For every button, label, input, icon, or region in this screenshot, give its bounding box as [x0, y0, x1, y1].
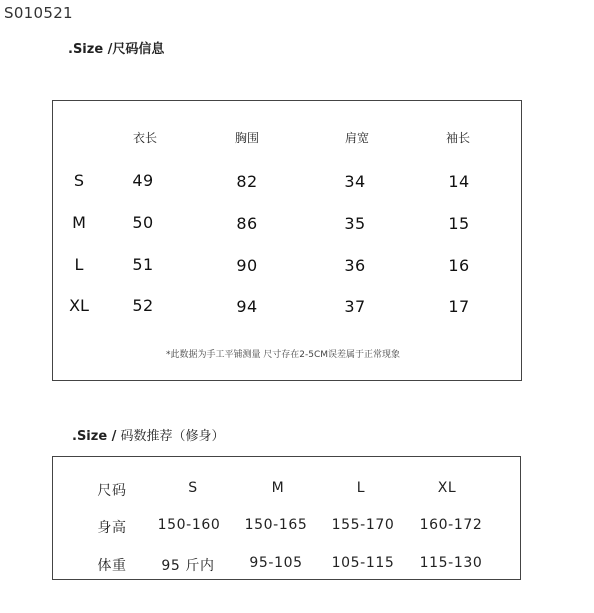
- value-cell: 90: [236, 256, 258, 275]
- row-label-size: 尺码: [97, 483, 127, 499]
- value-cell: 82: [236, 172, 258, 191]
- value-cell: 35: [344, 214, 366, 233]
- value-cell: 86: [236, 214, 258, 233]
- value-cell: 34: [344, 172, 366, 191]
- value-cell: 16: [448, 256, 470, 275]
- value-cell: 17: [448, 297, 470, 316]
- value-cell: 49: [132, 171, 154, 190]
- size-recommend-title-text: 码数推荐（修身）: [116, 429, 225, 444]
- recommend-cell: 155-170: [331, 517, 395, 533]
- recommend-cell: M: [271, 480, 285, 496]
- value-cell: 94: [236, 297, 258, 316]
- product-code: S010521: [4, 4, 73, 22]
- recommend-cell: 105-115: [331, 555, 395, 571]
- recommend-cell: 95 斤内: [161, 558, 215, 574]
- header-chest: 胸围: [234, 131, 260, 145]
- row-label-height: 身高: [97, 520, 127, 536]
- size-label: S: [73, 171, 85, 190]
- value-cell: 51: [132, 255, 154, 274]
- size-label: XL: [69, 296, 89, 315]
- header-shoulder: 肩宽: [344, 131, 370, 145]
- size-recommend-title: .Size / 码数推荐（修身）: [72, 429, 225, 444]
- size-info-table: [52, 100, 522, 381]
- recommend-cell: 115-130: [419, 555, 483, 571]
- value-cell: 52: [132, 296, 154, 315]
- recommend-cell: XL: [437, 480, 457, 496]
- value-cell: 15: [448, 214, 470, 233]
- value-cell: 14: [448, 172, 470, 191]
- value-cell: 37: [344, 297, 366, 316]
- size-label: M: [72, 213, 86, 232]
- recommend-cell: 160-172: [419, 517, 483, 533]
- header-sleeve: 袖长: [445, 131, 471, 145]
- measurement-note: *此数据为手工平铺测量 尺寸存在2-5CM误差属于正常现象: [165, 350, 401, 360]
- recommend-cell: S: [188, 480, 198, 496]
- row-label-weight: 体重: [97, 558, 127, 574]
- recommend-cell: L: [356, 480, 366, 496]
- recommend-cell: 95-105: [249, 555, 303, 571]
- header-length: 衣长: [132, 131, 158, 145]
- size-info-title: .Size /尺码信息: [68, 42, 165, 57]
- value-cell: 50: [132, 213, 154, 232]
- size-recommend-table: [52, 456, 521, 580]
- recommend-cell: 150-165: [244, 517, 308, 533]
- value-cell: 36: [344, 256, 366, 275]
- recommend-cell: 150-160: [157, 517, 221, 533]
- size-label: L: [74, 255, 84, 274]
